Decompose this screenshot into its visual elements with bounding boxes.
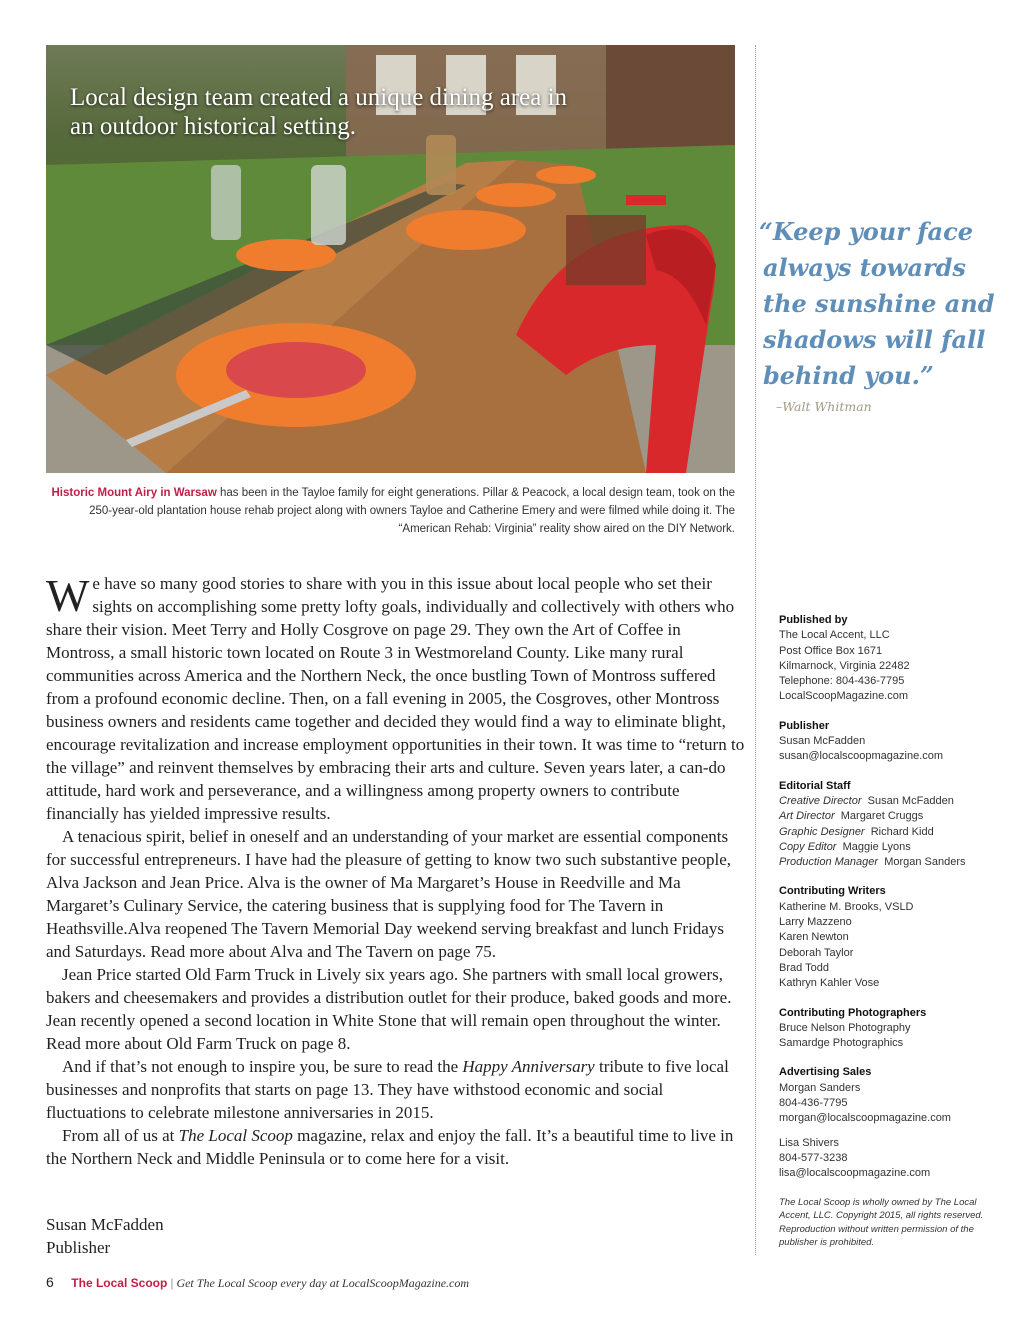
footer-brand: The Local Scoop — [71, 1276, 168, 1290]
masthead-line: Brad Todd — [779, 961, 829, 974]
paragraph-text: tribute to five local businesses and nonprofits that starts on page 13. They have withstood economic and social fluctuations to celebrate milestone anniversaries in 2015. — [46, 1057, 729, 1122]
masthead-line: Morgan Sanders — [779, 1081, 861, 1094]
masthead-line: Samardge Photographics — [779, 1037, 904, 1050]
staff-entry — [779, 840, 999, 855]
staff-role: Copy Editor — [779, 840, 837, 853]
staff-name: Maggie Lyons — [842, 840, 911, 853]
masthead-line: Kathryn Kahler Vose — [779, 977, 880, 990]
masthead-section-title: Published by — [779, 614, 848, 626]
article-paragraph: Jean Price started Old Farm Truck in Lively six years ago. She partners with small local growers, bakers and cheesemakers and provides a distribution outlet for their produce, baked goods and more. Jean recently opened a second location in White Stone that will remain open throughout the winter. Read more about Old Farm Truck on page 8. — [46, 965, 732, 1053]
masthead-line: Kilmarnock, Virginia 22482 — [779, 659, 910, 672]
paragraph-italic: Happy Anniversary — [462, 1057, 595, 1076]
caption-text: has been in the Tayloe family for eight generations. Pillar & Peacock, a local design team, took on the 250-year-old plantation house rehab project along with owners Tayloe and Catherine Emery and were filmed while doing it. The “American Rehab: Virginia” reality show aired on the DIY Network. — [89, 487, 735, 535]
masthead-email: lisa@localscoopmagazine.com — [779, 1167, 931, 1180]
masthead — [779, 613, 999, 1250]
quote-open-mark: “ — [759, 217, 773, 246]
caption-highlight: Historic Mount Airy in Warsaw — [51, 487, 217, 499]
page-footer — [46, 1274, 469, 1292]
masthead-advertising-sales — [779, 1065, 999, 1181]
masthead-website: LocalScoopMagazine.com — [779, 690, 909, 703]
signature — [46, 1213, 164, 1259]
masthead-line: The Local Accent, LLC — [779, 629, 890, 642]
masthead-line: Larry Mazzeno — [779, 916, 852, 929]
drop-cap: W — [46, 570, 90, 621]
staff-entry — [779, 809, 999, 824]
masthead-section-title: Contributing Photographers — [779, 1006, 927, 1019]
masthead-contributing-writers — [779, 884, 999, 991]
masthead-line: Deborah Taylor — [779, 946, 854, 959]
paragraph-text: magazine, relax and enjoy the fall. It’s a beautiful time to live in the Northern Neck and Middle Peninsula or to come here for a visit. — [46, 1126, 734, 1168]
masthead-section-title: Advertising Sales — [779, 1066, 872, 1079]
staff-role: Creative Director — [779, 794, 862, 807]
footer-separator: | — [170, 1276, 174, 1290]
masthead-line: Lisa Shivers — [779, 1136, 839, 1149]
masthead-published-by — [779, 613, 999, 705]
page-number: 6 — [46, 1274, 54, 1290]
column-divider — [755, 45, 756, 1255]
masthead-section-title: Editorial Staff — [779, 779, 851, 792]
masthead-editorial-staff — [779, 779, 999, 871]
staff-role: Graphic Designer — [779, 825, 865, 838]
quote-close-mark: ” — [919, 361, 934, 390]
staff-name: Margaret Cruggs — [840, 810, 924, 823]
masthead-email: susan@localscoopmagazine.com — [779, 750, 944, 763]
photo-caption — [46, 484, 735, 538]
masthead-line: Telephone: 804-436-7795 — [779, 675, 905, 688]
staff-entry — [779, 855, 999, 870]
pull-quote — [759, 214, 1018, 394]
staff-entry — [779, 825, 999, 840]
staff-entry — [779, 794, 999, 809]
paragraph-text: And if that’s not enough to inspire you, be sure to read the — [62, 1057, 463, 1076]
quote-text: Keep your face always towards the sunshine and shadows will fall behind you. — [763, 217, 995, 390]
masthead-spacer — [779, 1127, 999, 1136]
footer-tagline: Get The Local Scoop every day at LocalScoopMagazine.com — [176, 1276, 470, 1290]
masthead-line: Bruce Nelson Photography — [779, 1021, 911, 1034]
staff-role: Production Manager — [779, 856, 879, 869]
masthead-email: morgan@localscoopmagazine.com — [779, 1112, 951, 1125]
paragraph-text: e have so many good stories to share with you in this issue about local people who set their sights on accomplishing some pretty lofty goals, individually and collectively with others who share their vision. Meet Terry and Holly Cosgrove on page 29. They own the Art of Coffee in Montross, a small historic town located on Route 3 in Westmoreland County. Like many rural communities across America and the Northern Neck, the once bustling Town of Montross suffered from a profound economic decline. Then, on a fall evening in 2005, the Cosgroves, other Montross business owners and residents came together and decided they would find a way to eliminate blight, encourage revitalization and increase employment opportunities in their town. It was time to “return to the village” and reinvent themselves by embracing their arts and culture. Seven years later, a can-do attitude, hard work and perseverance, and a willingness among property owners to contribute financially has yielded impressive results. — [46, 574, 745, 823]
masthead-section-title: Publisher — [779, 719, 830, 732]
masthead-contributing-photographers — [779, 1006, 999, 1052]
article-paragraph — [46, 572, 746, 825]
photo-overlay-caption: Local design team created a unique dining area in an outdoor historical setting. — [70, 84, 568, 140]
masthead-line: Karen Newton — [779, 931, 849, 944]
publisher-letter — [46, 572, 746, 1170]
paragraph-italic: The Local Scoop — [178, 1126, 293, 1145]
staff-name: Morgan Sanders — [884, 856, 966, 869]
feature-photo — [46, 45, 735, 473]
masthead-section-title: Contributing Writers — [779, 885, 886, 898]
article-paragraph: A tenacious spirit, belief in oneself and an understanding of your market are essential components for successful entrepreneurs. I have had the pleasure of getting to know two such substantive people, Alva Jackson and Jean Price. Alva is the owner of Ma Margaret’s House in Reedville and Ma Margaret’s Culinary Service, the catering business that is supplying food for The Tavern in Heathsville.Alva reopened The Tavern Memorial Day weekend serving breakfast and lunch Fridays and Saturdays. Read more about Alva and The Tavern on page 75. — [46, 827, 731, 961]
masthead-line: Post Office Box 1671 — [779, 644, 883, 657]
staff-name: Susan McFadden — [867, 794, 954, 807]
masthead-line: Susan McFadden — [779, 735, 866, 748]
article-paragraph — [46, 1055, 746, 1124]
signature-name: Susan McFadden — [46, 1215, 164, 1234]
paragraph-text: From all of us at — [62, 1126, 179, 1145]
copyright-notice: The Local Scoop is wholly owned by The Local Accent, LLC. Copyright 2015, all rights reserved. Reproduction without written permission of the publisher is prohibited. — [779, 1196, 984, 1248]
masthead-line: Katherine M. Brooks, VSLD — [779, 900, 914, 913]
signature-title: Publisher — [46, 1238, 111, 1257]
masthead-line: 804-436-7795 — [779, 1097, 848, 1110]
staff-name: Richard Kidd — [870, 825, 934, 838]
masthead-line: 804-577-3238 — [779, 1151, 848, 1164]
article-paragraph — [46, 1124, 746, 1170]
masthead-publisher — [779, 719, 999, 765]
quote-author: –Walt Whitman — [776, 399, 872, 414]
staff-role: Art Director — [779, 810, 835, 823]
